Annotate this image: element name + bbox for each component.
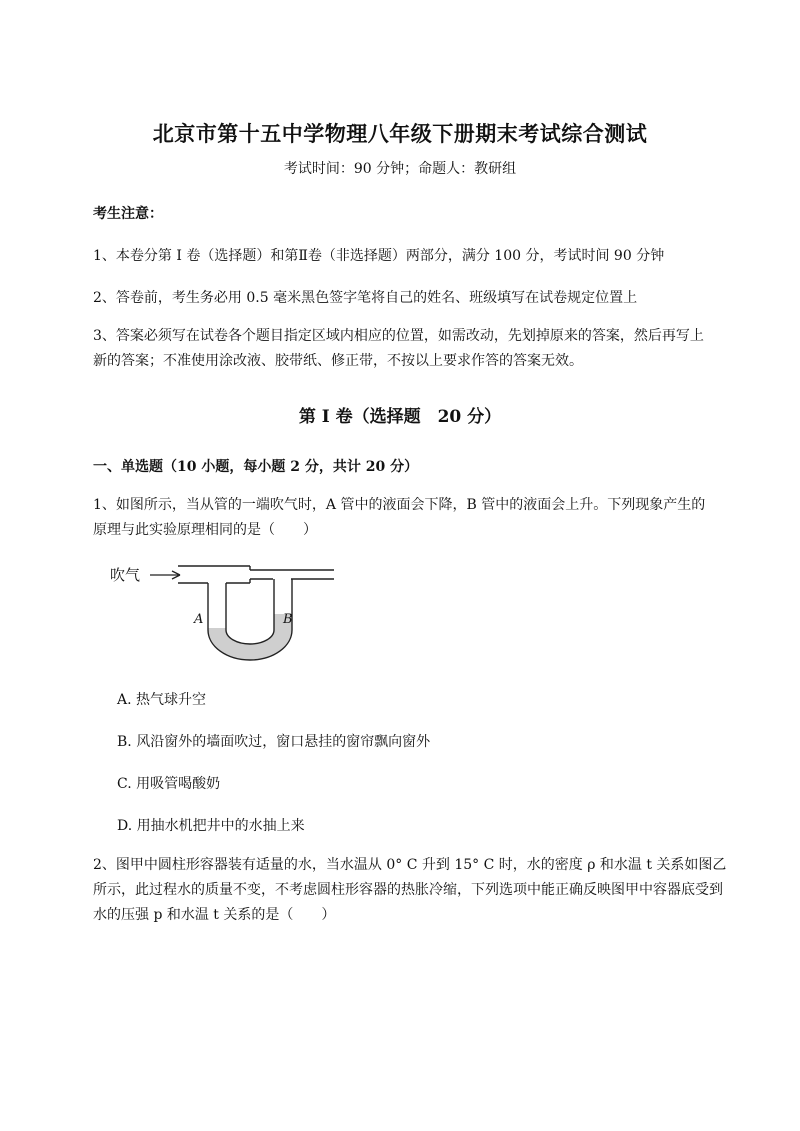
answer-option-c[interactable]: C. 用吸管喝酸奶 bbox=[117, 776, 221, 792]
answer-option-a[interactable]: A. 热气球升空 bbox=[117, 692, 207, 708]
exam-subtitle: 考试时间：90 分钟；命题人：教研组 bbox=[283, 161, 517, 177]
answer-option-b[interactable]: B. 风沿窗外的墙面吹过，窗口悬挂的窗帘飘向窗外 bbox=[117, 734, 431, 750]
question-1-stem: 1、如图所示，当从管的一端吹气时，A 管中的液面会下降，B 管中的液面会上升。下列现象产生的原理与此实验原理相同的是（ ） bbox=[93, 497, 706, 538]
page-title: 北京市第十五中学物理八年级下册期末考试综合测试 bbox=[152, 121, 648, 146]
tube-a-label: A bbox=[194, 612, 204, 627]
answer-option-d[interactable]: D. 用抽水机把井中的水抽上来 bbox=[117, 818, 305, 834]
u-tube-diagram bbox=[150, 566, 334, 660]
section-title: 第 I 卷（选择题 20 分） bbox=[298, 407, 502, 427]
part-heading: 一、单选题（10 小题，每小题 2 分，共计 20 分） bbox=[93, 459, 419, 475]
tube-b-label: B bbox=[283, 612, 293, 627]
u-tube-figure bbox=[108, 556, 340, 668]
notice-item: 2、答卷前，考生务必用 0.5 毫米黑色签字笔将自己的姓名、班级填写在试卷规定位置上 bbox=[93, 290, 638, 306]
blow-label: 吹气 bbox=[110, 566, 141, 584]
question-2-stem: 2、图甲中圆柱形容器装有适量的水，当水温从 0° C 升到 15° C 时，水的密度 ρ 和水温 t 关系如图乙所示，此过程水的质量不变，不考虑圆柱形容器的热胀冷缩，下列选项中能正确反映图甲中容器底受到水的压强 p 和水温 t 关系的是（ ） bbox=[93, 857, 727, 923]
notice-item: 1、本卷分第 I 卷（选择题）和第Ⅱ卷（非选择题）两部分，满分 100 分，考试时间 90 分钟 bbox=[93, 248, 665, 264]
notice-item: 3、答案必须写在试卷各个题目指定区域内相应的位置，如需改动，先划掉原来的答案，然后再写上新的答案；不准使用涂改液、胶带纸、修正带，不按以上要求作答的答案无效。 bbox=[93, 328, 704, 369]
notice-heading: 考生注意： bbox=[93, 206, 163, 222]
